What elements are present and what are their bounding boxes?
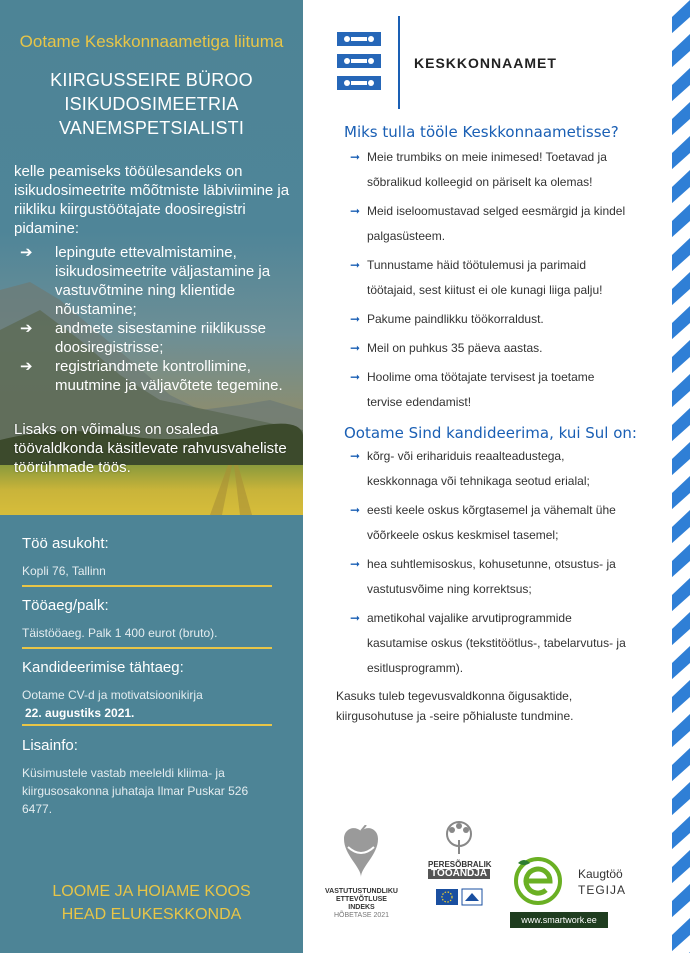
divider	[22, 585, 272, 587]
divider	[22, 647, 272, 649]
remote-url: www.smartwork.ee	[510, 912, 608, 928]
worktime-block	[22, 597, 274, 642]
kicker-text: Ootame Keskkonnaametiga liituma	[19, 32, 284, 51]
duty-item: ➔ andmete sisestamine riiklikusse doosiregistrisse;	[20, 320, 266, 356]
requirements-list	[350, 444, 630, 685]
deadline-value: Ootame CV-d ja motivatsioonikirja	[22, 688, 203, 702]
csr-index-badge	[324, 825, 399, 920]
remote-work-badge	[510, 855, 630, 928]
family-line: TÖÖANDJA	[428, 869, 490, 879]
duty-item: ➔ lepingute ettevalmistamine, isikudosimeetrite väljastamine ja vastuvõtmine ning klientide nõustamine;	[20, 244, 271, 318]
more-info-block	[22, 737, 274, 818]
arrow-right-icon: ➞	[350, 150, 361, 164]
family-friendly-badge	[428, 820, 490, 916]
left-panel	[0, 0, 303, 953]
why-item: ➞ Tunnustame häid töötulemusi ja parimaid töötajaid, sest kiitust ei ole kunagi liiga palju!	[350, 253, 630, 303]
coat-of-arms-logo	[333, 28, 385, 96]
job-title	[0, 68, 303, 140]
slogan	[0, 880, 303, 926]
logo-divider	[398, 16, 400, 109]
decorative-stripe	[654, 0, 690, 953]
arrow-right-icon: ➔	[20, 244, 33, 261]
org-name: KESKKONNAAMET	[414, 55, 557, 71]
divider	[22, 724, 272, 726]
arrow-right-icon: ➔	[20, 358, 33, 375]
arrow-right-icon: ➞	[350, 204, 361, 218]
job-title-line: KIIRGUSSEIRE BÜROO	[50, 70, 253, 90]
tree-icon	[428, 820, 490, 856]
advantage-note: Kasuks tuleb tegevusvaldkonna õigusaktide, kiirgusohutuse ja -seire põhialuste tundmine.	[336, 689, 574, 723]
more-info-heading: Lisainfo:	[22, 737, 78, 754]
arrow-right-icon: ➔	[20, 320, 33, 337]
duties-list	[20, 243, 296, 395]
remote-tag: TEGIJA	[578, 883, 627, 897]
extra-text: Lisaks on võimalus on osaleda töövaldkonda käsitlevate rahvusvaheliste töörühmade töös.	[14, 421, 287, 476]
job-title-line: ISIKUDOSIMEETRIA	[64, 94, 239, 114]
slogan-line: LOOME JA HOIAME KOOS	[52, 883, 251, 900]
location-value: Kopli 76, Tallinn	[22, 564, 106, 578]
requirements-heading: Ootame Sind kandideerima, kui Sul on:	[344, 424, 637, 442]
job-title-line: VANEMSPETSIALISTI	[58, 118, 245, 138]
arrow-right-icon: ➞	[350, 449, 361, 463]
csr-line: HÕBETASE 2021	[333, 912, 390, 919]
deadline-block	[22, 659, 274, 722]
deadline-date: 22. augustiks 2021.	[25, 706, 135, 720]
location-block	[22, 535, 274, 580]
csr-line: VASTUTUSTUNDLIKU	[325, 888, 398, 895]
why-item: ➞ Meie trumbiks on meie inimesed! Toetavad ja sõbralikud kolleegid on päriselt ka olemas!	[350, 145, 630, 195]
arrow-right-icon: ➞	[350, 258, 361, 272]
arrow-right-icon: ➞	[350, 503, 361, 517]
more-info-value: Küsimustele vastab meeleldi kliima- ja kiirgusosakonna juhataja Ilmar Puskar 526 6477.	[22, 766, 249, 816]
csr-line: ETTEVÕTLUSE INDEKS	[336, 896, 387, 911]
duty-item: ➔ registriandmete kontrollimine, muutmine ja väljavõtete tegemine.	[20, 358, 283, 394]
family-line: PERESÕBRALIK	[428, 860, 492, 869]
location-heading: Töö asukoht:	[22, 535, 109, 552]
apple-hands-icon	[324, 825, 399, 883]
why-list	[350, 145, 630, 419]
why-item: ➞ Meid iseloomustavad selged eesmärgid ja kindel palgasüsteem.	[350, 199, 630, 249]
worktime-heading: Tööaeg/palk:	[22, 597, 109, 614]
eu-flag-icon	[428, 885, 490, 911]
slogan-line: HEAD ELUKESKKONDA	[61, 906, 242, 923]
why-item: ➞ Hoolime oma töötajate tervisest ja toetame tervise edendamist!	[350, 365, 630, 415]
intro-text: kelle peamiseks tööülesandeks on isikudosimeetrite mõõtmiste läbiviimine ja riikliku kiirgustöötajate doosiregistri pidamine:	[14, 163, 290, 237]
requirement-item: ➞ ametikohal vajalike arvutiprogrammide kasutamise oskus (tekstitöötlus-, tabelarvutus- ja esitlusprogramm).	[350, 606, 630, 681]
arrow-right-icon: ➞	[350, 557, 361, 571]
requirement-item: ➞ kõrg- või erihariduis reaalteadustega, keskkonnaga või tehnikaga seotud erialal;	[350, 444, 630, 494]
why-heading: Miks tulla tööle Keskkonnaametisse?	[344, 123, 619, 141]
arrow-right-icon: ➞	[350, 341, 361, 355]
deadline-heading: Kandideerimise tähtaeg:	[22, 659, 184, 676]
e-leaf-icon	[510, 855, 630, 907]
arrow-right-icon: ➞	[350, 370, 361, 384]
arrow-right-icon: ➞	[350, 312, 361, 326]
worktime-value: Täistööaeg. Palk 1 400 eurot (bruto).	[22, 626, 218, 640]
requirement-item: ➞ eesti keele oskus kõrgtasemel ja vähemalt ühe võõrkeele oskus keskmisel tasemel;	[350, 498, 630, 548]
why-item: ➞ Pakume paindlikku töökorraldust.	[350, 307, 630, 332]
requirement-item: ➞ hea suhtlemisoskus, kohusetunne, otsustus- ja vastutusvõime ning korrektsus;	[350, 552, 630, 602]
remote-brand: Kaugtöö	[578, 867, 623, 881]
why-item: ➞ Meil on puhkus 35 päeva aastas.	[350, 336, 630, 361]
arrow-right-icon: ➞	[350, 611, 361, 625]
